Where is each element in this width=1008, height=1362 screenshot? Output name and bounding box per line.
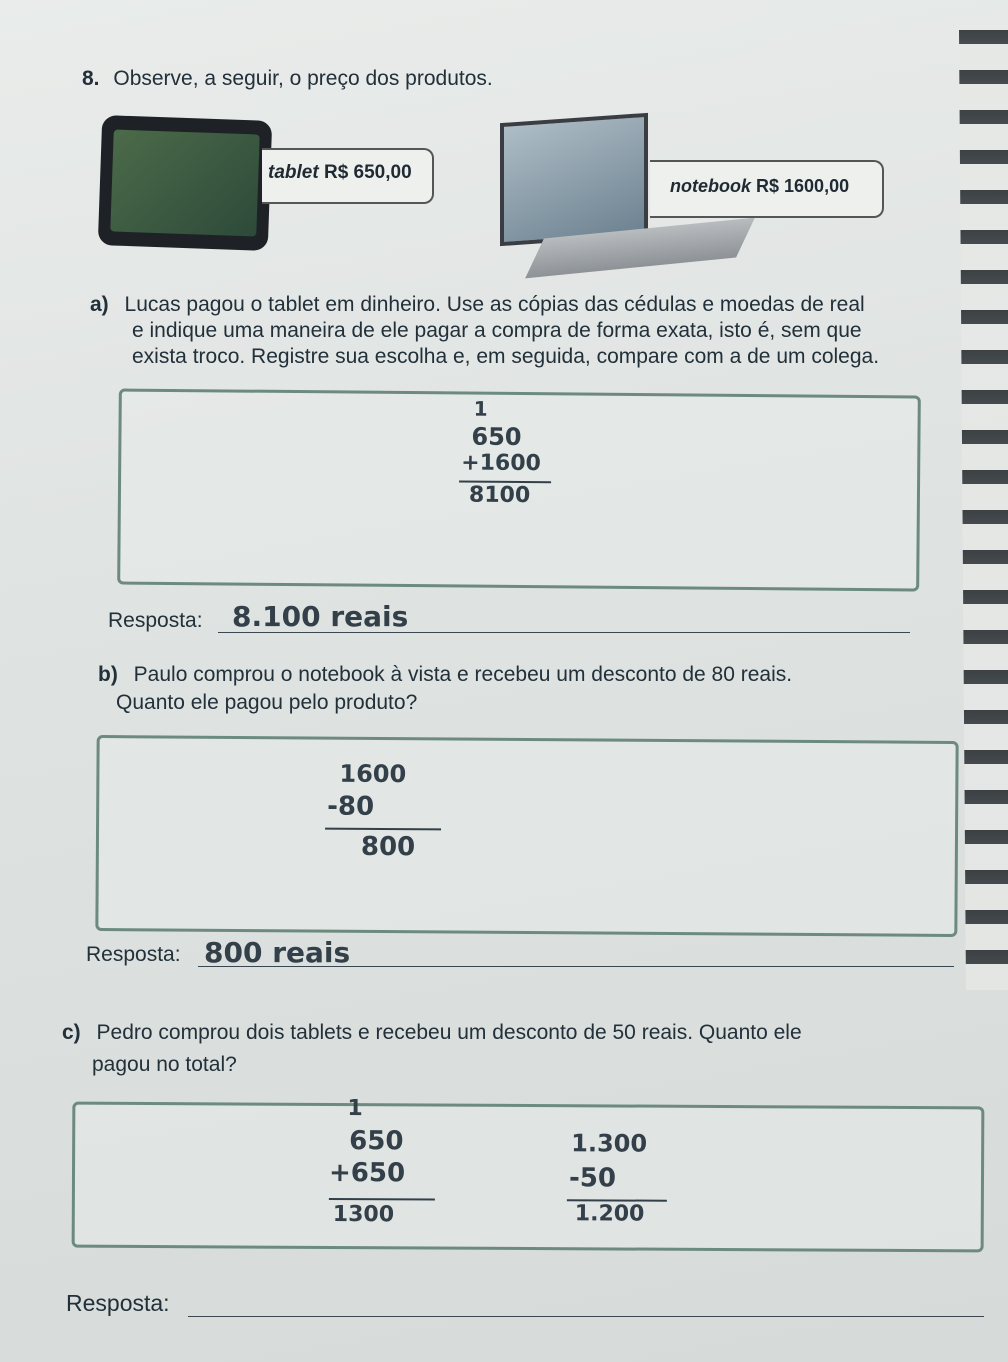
part-b-sub-line xyxy=(325,828,441,831)
question-header xyxy=(82,66,493,92)
part-a-top: 650 xyxy=(471,422,522,452)
part-c-left-bottom: +650 xyxy=(328,1157,406,1189)
notebook-price-tag xyxy=(650,160,884,218)
part-c-line1: Pedro comprou dois tablets e recebeu um desconto de 50 reais. Quanto ele xyxy=(96,1021,802,1044)
part-a-line1: Lucas pagou o tablet em dinheiro. Use as cópias das cédulas e moedas de real xyxy=(124,293,865,316)
part-b-bottom: -80 xyxy=(327,791,375,822)
part-a-work-box[interactable] xyxy=(117,389,921,592)
part-a-answer: 8.100 reais xyxy=(232,600,409,633)
notebook-price: R$ 1600,00 xyxy=(756,176,850,196)
part-b-work-box[interactable] xyxy=(95,735,958,937)
part-c-left-top: 650 xyxy=(349,1126,404,1157)
part-c-right-top: 1.300 xyxy=(571,1129,648,1158)
part-c-letter: c) xyxy=(62,1021,81,1044)
part-c-left-result: 1300 xyxy=(332,1201,395,1228)
question-intro: Observe, a seguir, o preço dos produtos. xyxy=(113,67,493,90)
part-a-line3: exista troco. Registre sua escolha e, em seguida, compare com a de um colega. xyxy=(132,345,880,368)
tablet-image xyxy=(98,115,272,251)
part-c-text xyxy=(62,1020,962,1078)
tablet-name: tablet xyxy=(268,162,319,183)
part-c-answer-label: Resposta: xyxy=(66,1290,170,1316)
part-b-result: 800 xyxy=(360,831,416,863)
tablet-price-visible: R$ 650,00 xyxy=(323,162,412,183)
part-c-work-box[interactable] xyxy=(72,1096,985,1253)
question-number: 8. xyxy=(82,67,100,90)
part-a-answer-label: Resposta: xyxy=(108,609,203,632)
part-b-answer-label: Resposta: xyxy=(86,943,181,966)
part-b-top: 1600 xyxy=(339,759,407,789)
part-c-right-bottom: -50 xyxy=(568,1163,617,1194)
notebook-name: notebook xyxy=(670,176,751,196)
part-a-letter: a) xyxy=(90,293,109,316)
part-b-line2: Quanto ele pagou pelo produto? xyxy=(116,691,418,714)
notebook-screen-image xyxy=(500,113,648,246)
tablet-price-tag xyxy=(262,148,434,204)
part-b-text xyxy=(98,662,898,716)
part-a-carry: 1 xyxy=(473,396,488,421)
part-a-line2: e indique uma maneira de ele pagar a compra de forma exata, isto é, sem que xyxy=(132,319,862,342)
part-c-line2: pagou no total? xyxy=(92,1053,237,1076)
part-a-text xyxy=(90,292,890,370)
part-c-left-sum-line xyxy=(329,1198,435,1201)
part-b-letter: b) xyxy=(98,663,118,686)
part-c-right-result: 1.200 xyxy=(574,1201,645,1227)
part-c-answer-line[interactable] xyxy=(188,1316,984,1317)
part-b-answer: 800 reais xyxy=(204,936,351,969)
part-b-line1: Paulo comprou o notebook à vista e recebeu um desconto de 80 reais. xyxy=(133,663,793,686)
part-c-carry: 1 xyxy=(347,1096,363,1122)
part-a-result: 8100 xyxy=(468,482,531,509)
part-a-bottom: +1600 xyxy=(461,450,542,477)
